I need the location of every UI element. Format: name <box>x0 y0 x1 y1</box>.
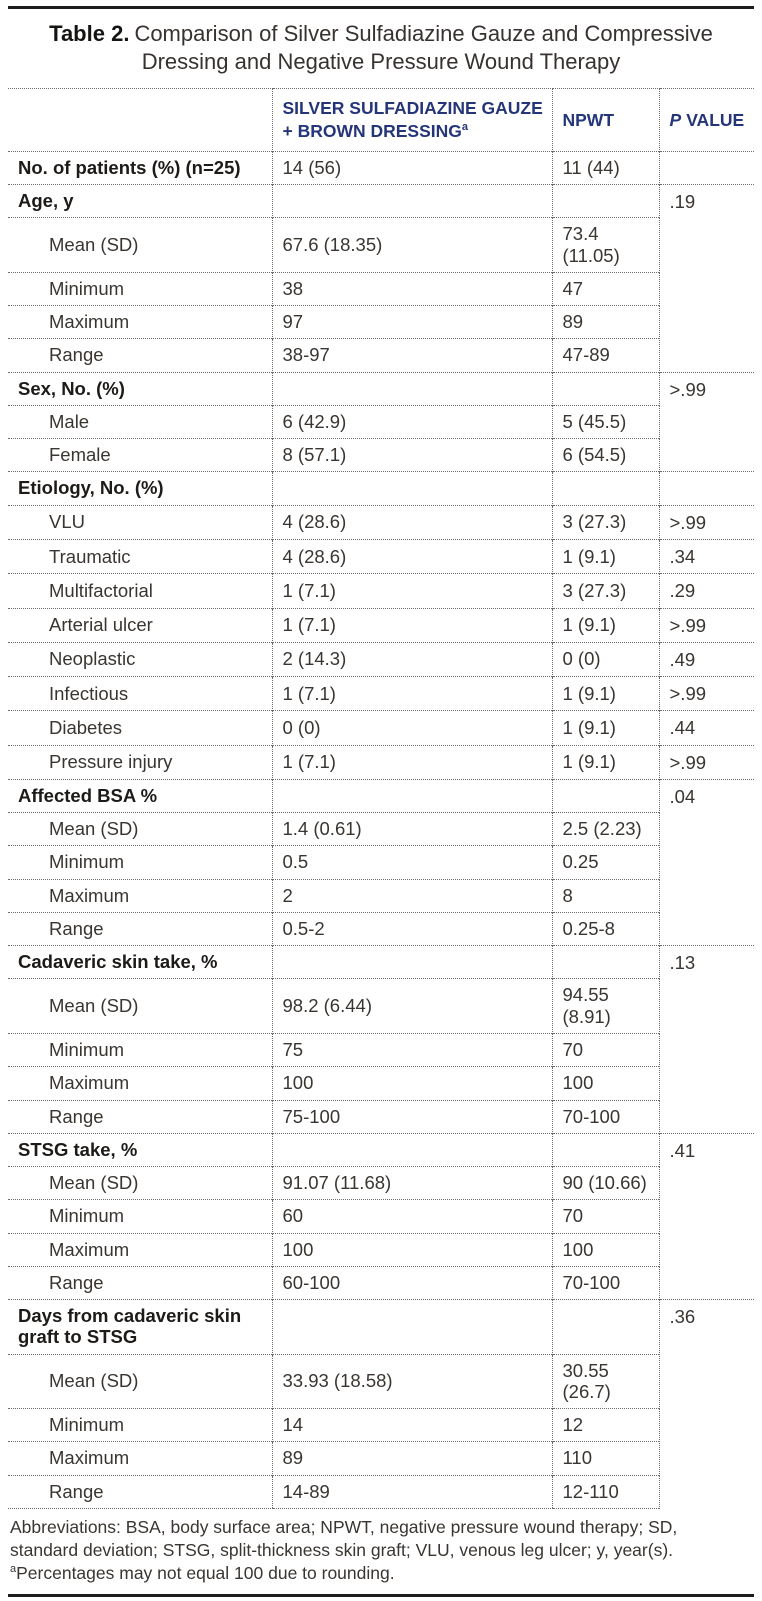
cell-silver-value <box>272 946 552 979</box>
cell-silver-value: 75-100 <box>272 1100 552 1133</box>
table-row <box>8 1300 754 1355</box>
cell-npwt-value: 2.5 (2.23) <box>552 813 659 846</box>
footnote-a-marker: a <box>10 1563 17 1576</box>
cell-pvalue: >.99 <box>659 505 754 539</box>
col-header-silver-label: SILVER SULFADIAZINE GAUZE + BROWN DRESSING <box>282 98 543 142</box>
cell-npwt-value <box>552 946 659 979</box>
cell-npwt-value <box>552 779 659 812</box>
table-number-label: Table 2. <box>49 21 130 46</box>
pvalue-p-label: P <box>669 109 682 130</box>
footnote-a <box>10 1562 748 1585</box>
cell-pvalue: .19 <box>659 185 754 373</box>
cell-silver-value: 91.07 (11.68) <box>272 1167 552 1200</box>
row-label: STSG take, % <box>8 1133 272 1166</box>
table-row <box>8 1233 754 1266</box>
cell-npwt-value: 110 <box>552 1442 659 1475</box>
table-row <box>8 372 754 405</box>
cell-silver-value: 1 (7.1) <box>272 677 552 711</box>
table-row <box>8 439 754 472</box>
abbreviations-note: Abbreviations: BSA, body surface area; NPWT, negative pressure wound therapy; SD, standard deviation; STSG, split-thickness skin graft; VLU, venous leg ulcer; y, year(s). <box>10 1516 678 1561</box>
row-label: Mean (SD) <box>8 1354 272 1409</box>
row-label: Pressure injury <box>8 745 272 779</box>
cell-pvalue: >.99 <box>659 608 754 642</box>
cell-npwt-value: 70-100 <box>552 1100 659 1133</box>
cell-silver-value <box>272 372 552 405</box>
cell-npwt-value <box>552 372 659 405</box>
cell-silver-value: 0 (0) <box>272 711 552 745</box>
cell-pvalue: .41 <box>659 1133 754 1299</box>
cell-silver-value: 67.6 (18.35) <box>272 218 552 273</box>
row-label: Sex, No. (%) <box>8 372 272 405</box>
cell-silver-value: 33.93 (18.58) <box>272 1354 552 1409</box>
footnote-a-text: Percentages may not equal 100 due to rounding. <box>16 1563 395 1584</box>
cell-pvalue: >.99 <box>659 745 754 779</box>
table-row <box>8 472 754 505</box>
table-row <box>8 711 754 745</box>
table-row <box>8 339 754 372</box>
table-body <box>8 151 754 1508</box>
row-label: Mean (SD) <box>8 218 272 273</box>
table-row <box>8 946 754 979</box>
col-header-npwt: NPWT <box>552 89 659 152</box>
row-label: Etiology, No. (%) <box>8 472 272 505</box>
cell-silver-value: 0.5-2 <box>272 912 552 945</box>
cell-pvalue: .13 <box>659 946 754 1134</box>
row-label: Range <box>8 1475 272 1508</box>
cell-npwt-value: 90 (10.66) <box>552 1167 659 1200</box>
cell-npwt-value: 89 <box>552 306 659 339</box>
row-label: Minimum <box>8 1200 272 1233</box>
cell-npwt-value: 0 (0) <box>552 642 659 676</box>
table-row <box>8 540 754 574</box>
row-label: Affected BSA % <box>8 779 272 812</box>
table-row <box>8 608 754 642</box>
cell-silver-value: 2 <box>272 879 552 912</box>
row-label: Range <box>8 339 272 372</box>
cell-silver-value: 2 (14.3) <box>272 642 552 676</box>
table-row <box>8 151 754 184</box>
row-label: Multifactorial <box>8 574 272 608</box>
table-row <box>8 1067 754 1100</box>
row-label: Maximum <box>8 879 272 912</box>
row-label: Age, y <box>8 185 272 218</box>
row-label: Cadaveric skin take, % <box>8 946 272 979</box>
table-row <box>8 1167 754 1200</box>
row-label: No. of patients (%) (n=25) <box>8 151 272 184</box>
cell-npwt-value: 6 (54.5) <box>552 439 659 472</box>
table-row <box>8 405 754 438</box>
cell-silver-value: 75 <box>272 1033 552 1066</box>
cell-npwt-value: 0.25-8 <box>552 912 659 945</box>
table-row <box>8 1475 754 1508</box>
cell-pvalue: .49 <box>659 642 754 676</box>
table-row <box>8 306 754 339</box>
table-row <box>8 745 754 779</box>
cell-pvalue: >.99 <box>659 372 754 472</box>
cell-npwt-value: 100 <box>552 1067 659 1100</box>
cell-npwt-value: 1 (9.1) <box>552 711 659 745</box>
cell-npwt-value: 94.55 (8.91) <box>552 979 659 1034</box>
table-row <box>8 1133 754 1166</box>
row-label: Infectious <box>8 677 272 711</box>
row-label: Arterial ulcer <box>8 608 272 642</box>
row-label: Range <box>8 1100 272 1133</box>
table-sheet <box>8 6 754 1597</box>
table-row <box>8 1266 754 1299</box>
table-row <box>8 1100 754 1133</box>
cell-silver-value: 1 (7.1) <box>272 574 552 608</box>
table-row <box>8 677 754 711</box>
cell-npwt-value: 73.4 (11.05) <box>552 218 659 273</box>
cell-pvalue: .34 <box>659 540 754 574</box>
cell-silver-value: 38 <box>272 272 552 305</box>
col-header-pvalue <box>659 89 754 152</box>
cell-silver-value: 6 (42.9) <box>272 405 552 438</box>
row-label: Neoplastic <box>8 642 272 676</box>
row-label: Maximum <box>8 1442 272 1475</box>
row-label: Minimum <box>8 1409 272 1442</box>
cell-silver-value: 4 (28.6) <box>272 540 552 574</box>
table-row <box>8 185 754 218</box>
cell-pvalue: .44 <box>659 711 754 745</box>
row-label: Minimum <box>8 272 272 305</box>
table-row <box>8 505 754 539</box>
cell-npwt-value: 1 (9.1) <box>552 608 659 642</box>
cell-pvalue <box>659 472 754 505</box>
comparison-table <box>8 88 754 1509</box>
row-label: Minimum <box>8 846 272 879</box>
row-label: Days from cadaveric skin graft to STSG <box>8 1300 272 1355</box>
col-header-silver-footmark: a <box>461 121 469 134</box>
cell-npwt-value: 11 (44) <box>552 151 659 184</box>
cell-npwt-value: 1 (9.1) <box>552 540 659 574</box>
table-row <box>8 1354 754 1409</box>
table-row <box>8 813 754 846</box>
cell-silver-value: 8 (57.1) <box>272 439 552 472</box>
row-label: Mean (SD) <box>8 979 272 1034</box>
row-label: Traumatic <box>8 540 272 574</box>
cell-npwt-value: 12 <box>552 1409 659 1442</box>
row-label: Female <box>8 439 272 472</box>
cell-pvalue <box>659 151 754 184</box>
table-title-line1: Comparison of Silver Sulfadiazine Gauze and Compressive <box>134 21 713 46</box>
cell-npwt-value <box>552 1300 659 1355</box>
cell-npwt-value: 0.25 <box>552 846 659 879</box>
cell-npwt-value: 1 (9.1) <box>552 745 659 779</box>
cell-silver-value: 60-100 <box>272 1266 552 1299</box>
cell-silver-value <box>272 779 552 812</box>
table-footnotes <box>8 1509 754 1594</box>
cell-npwt-value <box>552 472 659 505</box>
cell-silver-value: 1 (7.1) <box>272 745 552 779</box>
cell-npwt-value: 3 (27.3) <box>552 574 659 608</box>
table-row <box>8 574 754 608</box>
row-label: Minimum <box>8 1033 272 1066</box>
table-row <box>8 1442 754 1475</box>
table-row <box>8 879 754 912</box>
table-row <box>8 1033 754 1066</box>
cell-pvalue: .36 <box>659 1300 754 1509</box>
cell-npwt-value: 70 <box>552 1033 659 1066</box>
cell-silver-value: 100 <box>272 1067 552 1100</box>
row-label: Maximum <box>8 1233 272 1266</box>
cell-npwt-value: 47 <box>552 272 659 305</box>
cell-silver-value: 98.2 (6.44) <box>272 979 552 1034</box>
cell-npwt-value: 47-89 <box>552 339 659 372</box>
table-row <box>8 642 754 676</box>
cell-silver-value: 100 <box>272 1233 552 1266</box>
cell-silver-value: 89 <box>272 1442 552 1475</box>
row-label: Maximum <box>8 306 272 339</box>
col-header-rowlabel <box>8 89 272 152</box>
cell-pvalue: >.99 <box>659 677 754 711</box>
cell-pvalue: .29 <box>659 574 754 608</box>
table-row <box>8 846 754 879</box>
cell-npwt-value: 12-110 <box>552 1475 659 1508</box>
cell-silver-value: 0.5 <box>272 846 552 879</box>
row-label: VLU <box>8 505 272 539</box>
cell-silver-value: 60 <box>272 1200 552 1233</box>
table-header <box>8 89 754 152</box>
cell-silver-value <box>272 1133 552 1166</box>
cell-npwt-value: 100 <box>552 1233 659 1266</box>
cell-npwt-value: 3 (27.3) <box>552 505 659 539</box>
pvalue-value-label: VALUE <box>686 109 745 130</box>
cell-silver-value <box>272 1300 552 1355</box>
cell-silver-value: 97 <box>272 306 552 339</box>
cell-pvalue: .04 <box>659 779 754 945</box>
table-row <box>8 272 754 305</box>
cell-npwt-value: 8 <box>552 879 659 912</box>
cell-silver-value: 4 (28.6) <box>272 505 552 539</box>
cell-silver-value <box>272 472 552 505</box>
cell-npwt-value <box>552 185 659 218</box>
cell-silver-value: 1.4 (0.61) <box>272 813 552 846</box>
row-label: Range <box>8 1266 272 1299</box>
cell-silver-value: 38-97 <box>272 339 552 372</box>
cell-npwt-value: 1 (9.1) <box>552 677 659 711</box>
row-label: Range <box>8 912 272 945</box>
table-row <box>8 912 754 945</box>
cell-npwt-value: 70-100 <box>552 1266 659 1299</box>
cell-npwt-value: 70 <box>552 1200 659 1233</box>
table-row <box>8 1200 754 1233</box>
row-label: Male <box>8 405 272 438</box>
cell-silver-value <box>272 185 552 218</box>
table-title <box>8 9 754 88</box>
table-row <box>8 979 754 1034</box>
header-row <box>8 89 754 152</box>
cell-silver-value: 14-89 <box>272 1475 552 1508</box>
row-label: Maximum <box>8 1067 272 1100</box>
table-row <box>8 218 754 273</box>
cell-silver-value: 14 <box>272 1409 552 1442</box>
table-row <box>8 779 754 812</box>
table-row <box>8 1409 754 1442</box>
cell-silver-value: 14 (56) <box>272 151 552 184</box>
table-title-line2: Dressing and Negative Pressure Wound Therapy <box>141 49 621 75</box>
cell-npwt-value: 30.55 (26.7) <box>552 1354 659 1409</box>
row-label: Mean (SD) <box>8 813 272 846</box>
cell-npwt-value <box>552 1133 659 1166</box>
row-label: Mean (SD) <box>8 1167 272 1200</box>
cell-silver-value: 1 (7.1) <box>272 608 552 642</box>
row-label: Diabetes <box>8 711 272 745</box>
cell-npwt-value: 5 (45.5) <box>552 405 659 438</box>
col-header-silver-group <box>272 89 552 152</box>
